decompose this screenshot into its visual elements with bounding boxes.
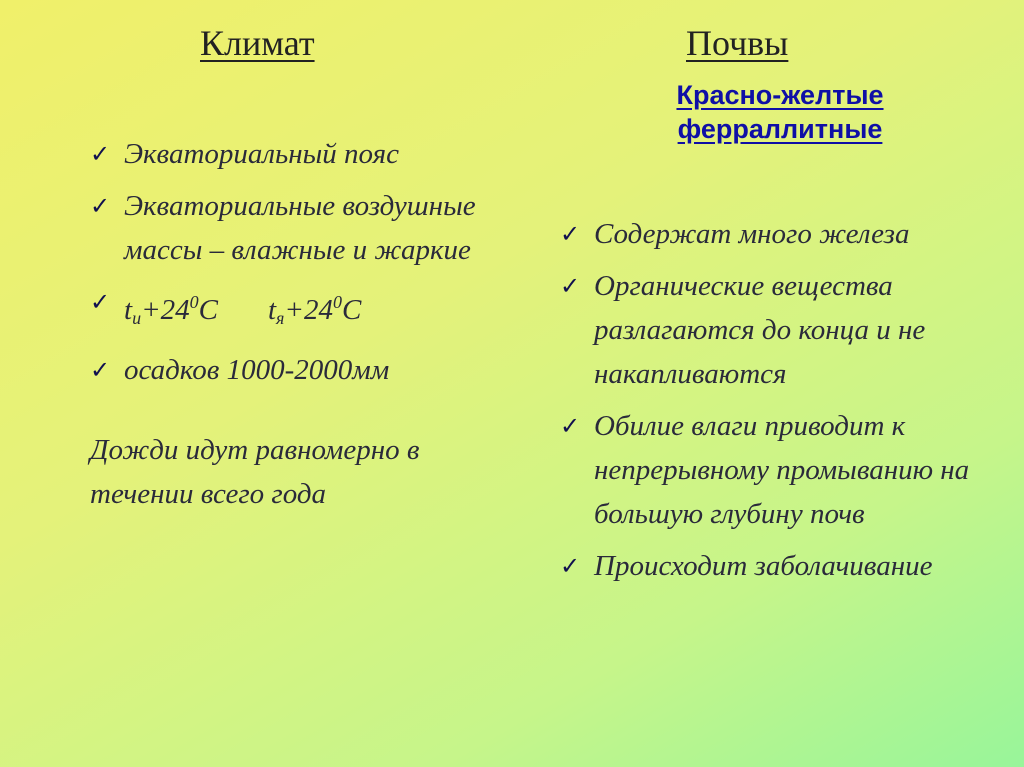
list-item bbox=[560, 212, 1000, 256]
check-icon: ✓ bbox=[90, 288, 111, 316]
list-item-text: Содержат много железа bbox=[594, 218, 910, 250]
list-item bbox=[90, 348, 510, 392]
list-item bbox=[560, 404, 1000, 536]
check-icon: ✓ bbox=[90, 356, 111, 384]
list-item-text: Происходит заболачивание bbox=[594, 550, 933, 582]
list-item bbox=[560, 264, 1000, 396]
temperature-1: $t_и+24^0С$ bbox=[124, 292, 218, 328]
temperature-item bbox=[90, 280, 510, 340]
list-item-text: Обилие влаги приводит к непрерывному промыванию на большую глубину почв bbox=[594, 410, 970, 530]
list-item-text: осадков 1000-2000мм bbox=[124, 354, 390, 386]
check-icon: ✓ bbox=[560, 220, 581, 248]
check-icon: ✓ bbox=[90, 140, 111, 168]
temperature-2: $t_я+24^0С$ bbox=[267, 292, 362, 328]
climate-heading: Климат bbox=[200, 23, 315, 63]
climate-list bbox=[90, 132, 510, 400]
list-item-text: Экваториальный пояс bbox=[124, 138, 399, 170]
list-item bbox=[90, 132, 510, 176]
soil-list bbox=[560, 212, 1000, 596]
check-icon: ✓ bbox=[560, 412, 581, 440]
list-item bbox=[90, 184, 510, 272]
rain-note: Дожди идут равномерно в течении всего года bbox=[90, 434, 420, 510]
check-icon: ✓ bbox=[560, 272, 581, 300]
list-item bbox=[560, 544, 1000, 588]
list-item-text: Органические вещества разлагаются до конца и не накапливаются bbox=[594, 270, 926, 390]
check-icon: ✓ bbox=[90, 192, 111, 220]
list-item-text: Экваториальные воздушные массы – влажные и жаркие bbox=[124, 190, 476, 266]
soils-heading: Почвы bbox=[686, 23, 789, 63]
check-icon: ✓ bbox=[560, 552, 581, 580]
soil-type-title: Красно-желтые ферраллитные bbox=[676, 80, 884, 144]
